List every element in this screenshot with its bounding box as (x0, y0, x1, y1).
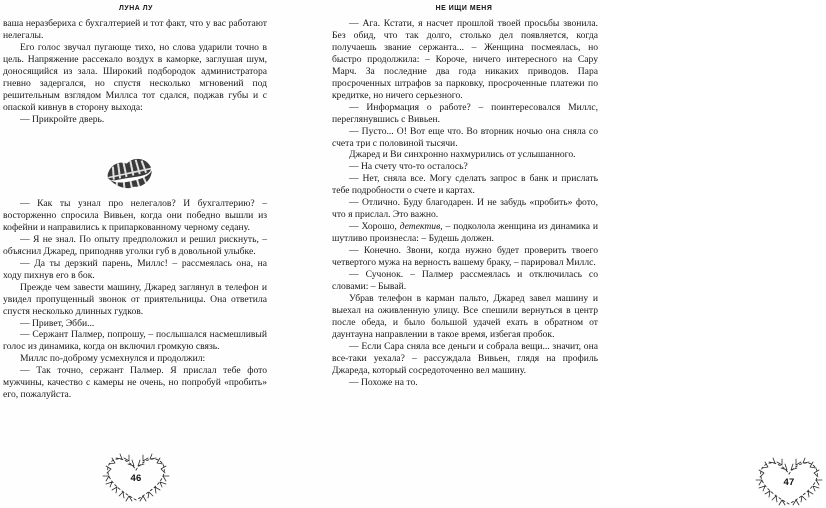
paragraph: — На счету что-то осталось? (349, 161, 468, 173)
paragraph: — Пусто... О! Вот еще что. Во вторник ночью она сняла со счета три с половиной тысячи. (332, 125, 598, 149)
paragraph: — Конечно. Звони, когда нужно будет проверить твоего четвертого мужа на верность вашему браку, – парировал Миллс. (332, 245, 598, 269)
left-page-text-column-lower (3, 198, 267, 401)
paragraph: — Привет, Эбби... (20, 317, 95, 329)
paragraph: — Информация о работе? – поинтересовался Миллс, переглянувшись с Вивьен. (332, 101, 598, 125)
running-head-title: НЕ ИЩИ МЕНЯ (435, 3, 493, 12)
right-page-text-column (332, 18, 598, 389)
paragraph: — Я не знал. По опыту предположил и решил рискнуть, – объяснил Джаред, приподняв уголки губ в довольной улыбке. (3, 233, 267, 257)
folio-right (752, 456, 826, 508)
paragraph: Миллс по-доброму усмехнулся и продолжил: (20, 353, 206, 365)
paragraph: — Сучонок. – Палмер рассмеялась и отключилась со словами: – Бывай. (332, 269, 598, 292)
left-page-text-column (3, 18, 267, 126)
paragraph: — Да ты дерзкий парень, Миллс! – рассмеялась она, на ходу пихнув его в бок. (3, 257, 267, 281)
paragraph: — Так точно, сержант Палмер. Я прислал тебе фото мужчины, качество с камеры не очень, но попробуй «пробить» его, пожалуйста. (3, 365, 267, 401)
folio-left (99, 452, 173, 504)
paragraph: — Отлично. Буду благодарен. И не забудь «пробить» фото, что я прислал. Это важно. (332, 197, 598, 221)
paragraph: — Если Сара сняла все деньги и собрала вещи... значит, она все-таки уехала? – рассуждала Вивьен, глядя на профиль Джареда, который сосредоточенно вел машину. (332, 340, 598, 376)
paragraph: — Ага. Кстати, я насчет прошлой твоей просьбы звонила. Без обид, что так долго, столько дел появляется, когда получаешь звание сержанта... – Женщина посмеялась, но быстро продолжила: – Короче, ничего интересного на Сару Марч. За последние два года никаких приводов. Пара просроченных штрафов за парковку, просроченные платежи по кредитке, но ничего серьезного. (332, 18, 598, 101)
lips-kiss-icon (96, 150, 166, 198)
page-number: 46 (130, 473, 142, 484)
paragraph: Его голос звучал пугающе тихо, но слова ударили точно в цель. Напряжение рассекало воздух в каморке, заглушая шум, доносящийся из зала. Широкий подбородок администратора гневно задергался, но спустя несколько мгновений под решительным взглядом Миллса тот сдался, поджав губы и с опаской кивнув в сторону выхода: (3, 41, 267, 113)
paragraph: — Сержант Палмер, попрошу, – послышался насмешливый голос из динамика, когда он включил громкую связь. (3, 329, 267, 353)
paragraph: Джаред и Ви синхронно нахмурились от услышанного. (349, 149, 576, 161)
paragraph: — Похоже на то. (349, 376, 418, 388)
right-page (328, 0, 795, 506)
running-head-author: ЛУНА ЛУ (118, 3, 154, 12)
paragraph: Убрав телефон в карман пальто, Джаред завел машину и выехал на оживленную улицу. Все спешили вернуться в центр после обеда, и было большой удачей ехать в обратном от даунтауна направлении в такое время, избегая пробок. (332, 292, 598, 340)
italic-word: детектив (399, 221, 441, 233)
paragraph: ваша неразбериха с бухгалтерией и тот факт, что у вас работают нелегалы. (3, 18, 267, 41)
page-number: 47 (783, 477, 795, 488)
paragraph-with-italic (332, 221, 598, 245)
paragraph-part: — Хорошо, (349, 221, 400, 233)
paragraph-part: , – подколола женщина из динамика и шутливо произнесла: – Будешь должен. (332, 221, 598, 245)
paragraph: — Как ты узнал про нелегалов? И бухгалтерию? – восторженно спросила Вивьен, когда они победно вышли из кофейни и направились к припаркованному черному седану. (3, 198, 267, 233)
paragraph: — Нет, сняла все. Могу сделать запрос в банк и прислать тебе подробности о счете и картах. (332, 173, 598, 197)
paragraph: Прежде чем завести машину, Джаред заглянул в телефон и увидел пропущенный звонок от приятельницы. Она ответила спустя несколько длинных гудков. (3, 281, 267, 317)
paragraph: — Прикройте дверь. (20, 113, 105, 125)
left-page (0, 0, 272, 506)
